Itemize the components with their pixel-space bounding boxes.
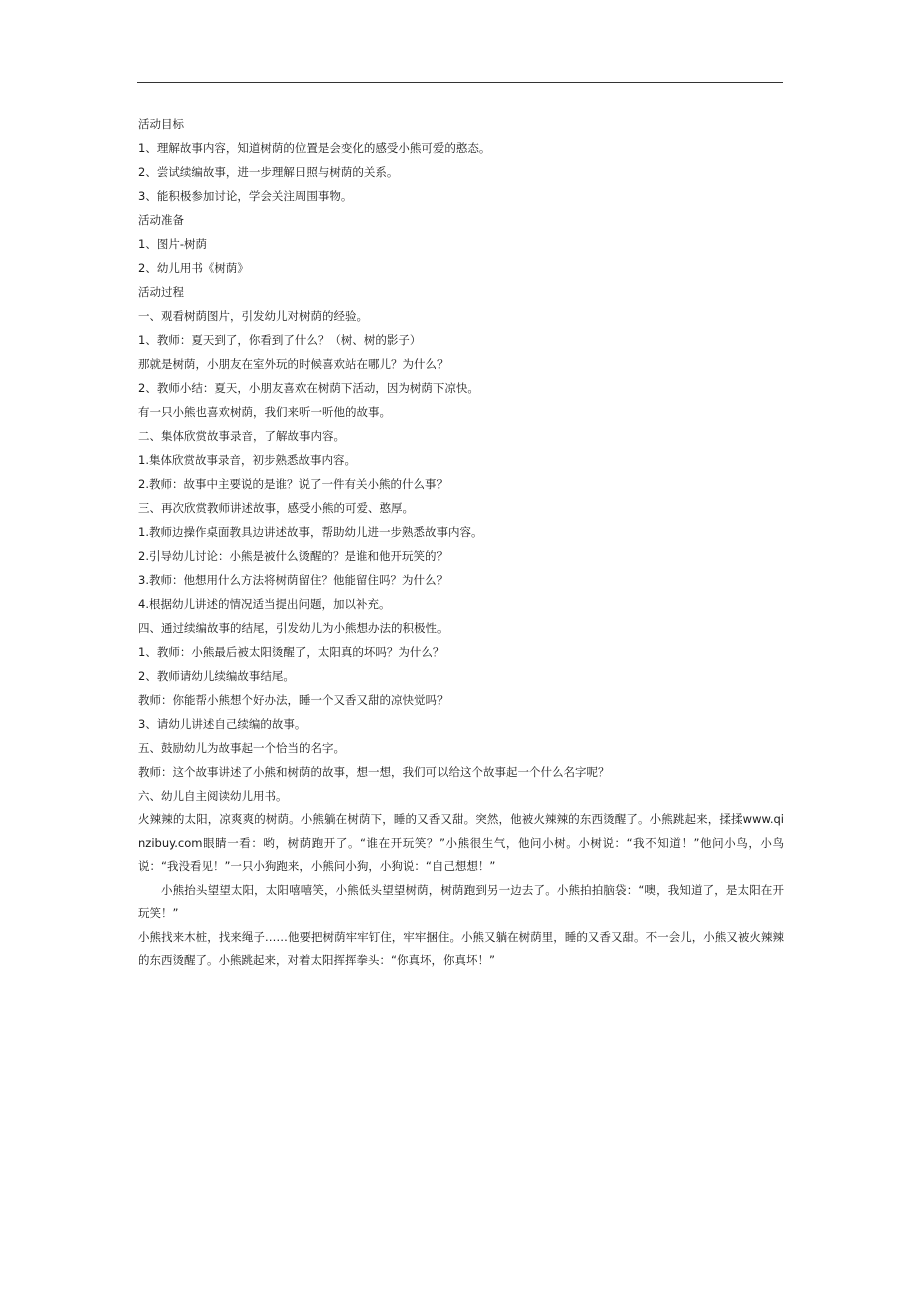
process-line: 那就是树荫，小朋友在室外玩的时候喜欢站在哪儿？为什么？ [138,357,449,371]
goal-item: 2、尝试续编故事，进一步理解日照与树荫的关系。 [138,165,399,179]
story-paragraph: 火辣辣的太阳，凉爽爽的树荫。小熊躺在树荫下，睡的又香又甜。突然，他被火辣辣的东西烫醒了。小熊跳起来，揉揉www.qinzibuy.com眼睛一看：哟，树荫跑开了。“谁在开玩笑？”小熊很生气，他问小树。小树说：“我不知道！”他问小鸟，小鸟说：“我没看见！”一只小狗跑来，小熊问小狗，小狗说：“自己想想！” [138,812,784,873]
process-line: 有一只小熊也喜欢树荫，我们来听一听他的故事。 [138,405,391,419]
section-heading-process: 活动过程 [138,285,184,299]
process-line: 3.教师：他想用什么方法将树荫留住？他能留住吗？为什么？ [138,573,448,587]
section-heading-goals: 活动目标 [138,117,184,131]
preparation-item: 1、图片-树荫 [138,237,207,251]
process-line: 教师：这个故事讲述了小熊和树荫的故事，想一想，我们可以给这个故事起一个什么名字呢？ [138,765,610,779]
process-step: 一、观看树荫图片，引发幼儿对树荫的经验。 [138,309,368,323]
process-line: 1、教师：夏天到了，你看到了什么？（树、树的影子） [138,333,422,347]
process-line: 2.教师：故事中主要说的是谁？说了一件有关小熊的什么事？ [138,477,448,491]
process-step: 五、鼓励幼儿为故事起一个恰当的名字。 [138,741,345,755]
goal-item: 3、能积极参加讨论，学会关注周围事物。 [138,189,353,203]
process-line: 2.引导幼儿讨论：小熊是被什么烫醒的？是谁和他开玩笑的？ [138,549,448,563]
process-line: 4.根据幼儿讲述的情况适当提出问题，加以补充。 [138,597,391,611]
process-step: 六、幼儿自主阅读幼儿用书。 [138,789,288,803]
header-rule [137,82,783,83]
process-line: 1、教师：小熊最后被太阳烫醒了，太阳真的坏吗？为什么？ [138,645,445,659]
process-line: 1.教师边操作桌面教具边讲述故事，帮助幼儿进一步熟悉故事内容。 [138,525,483,539]
process-line: 3、请幼儿讲述自己续编的故事。 [138,717,307,731]
process-line: 教师：你能帮小熊想个好办法，睡一个又香又甜的凉快觉吗？ [138,693,449,707]
story-paragraph: 小熊抬头望望太阳，太阳嘻嘻笑，小熊低头望望树荫，树荫跑到另一边去了。小熊拍拍脑袋：“噢，我知道了，是太阳在开玩笑！” [138,882,784,920]
process-step: 三、再次欣赏教师讲述故事，感受小熊的可爱、憨厚。 [138,501,414,515]
process-step: 四、通过续编故事的结尾，引发幼儿为小熊想办法的积极性。 [138,621,449,635]
goal-item: 1、理解故事内容，知道树荫的位置是会变化的感受小熊可爱的憨态。 [138,141,491,155]
section-heading-preparation: 活动准备 [138,213,184,227]
process-line: 1.集体欣赏故事录音，初步熟悉故事内容。 [138,453,356,467]
process-line: 2、教师请幼儿续编故事结尾。 [138,669,295,683]
story-paragraph: 小熊找来木桩，找来绳子……他要把树荫牢牢钉住，牢牢捆住。小熊又躺在树荫里，睡的又香又甜。不一会儿，小熊又被火辣辣的东西烫醒了。小熊跳起来，对着太阳挥挥拳头：“你真坏，你真坏！” [138,929,784,967]
process-step: 二、集体欣赏故事录音，了解故事内容。 [138,429,345,443]
preparation-item: 2、幼儿用书《树荫》 [138,261,249,275]
document-body [138,112,784,973]
process-line: 2、教师小结：夏天，小朋友喜欢在树荫下活动，因为树荫下凉快。 [138,381,479,395]
